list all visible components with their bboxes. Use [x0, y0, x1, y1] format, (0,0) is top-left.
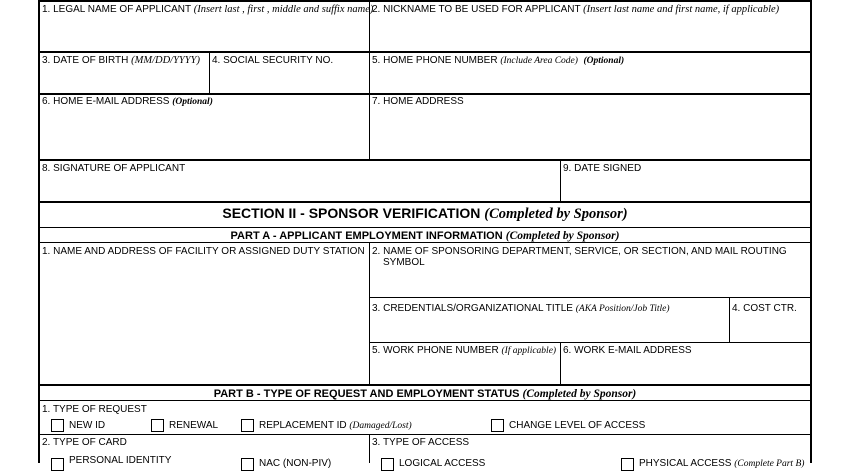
- field-work-email-label: 6. WORK E-MAIL ADDRESS: [563, 345, 692, 356]
- field-dob-label: 3. DATE OF BIRTH (MM/DD/YYYY): [42, 55, 200, 66]
- field-card-type-label: 2. TYPE OF CARD: [42, 437, 127, 448]
- divider: [369, 242, 370, 385]
- row-divider: [369, 297, 812, 298]
- row-divider: [38, 434, 812, 435]
- divider: [209, 53, 210, 94]
- field-home-address-label: 7. HOME ADDRESS: [372, 96, 464, 107]
- field-date-signed-label: 9. DATE SIGNED: [563, 163, 642, 174]
- field-sponsoring-dept-label: 2. NAME OF SPONSORING DEPARTMENT, SERVICE, OR SECTION, AND MAIL ROUTING SYMBOL: [372, 246, 787, 268]
- field-request-type-label: 1. TYPE OF REQUEST: [42, 404, 147, 415]
- logical-access-checkbox[interactable]: [381, 458, 394, 471]
- field-credentials-label: 3. CREDENTIALS/ORGANIZATIONAL TITLE (AKA Position/Job Title): [372, 303, 670, 314]
- piv-card-label: PERSONAL IDENTITY: [69, 455, 172, 466]
- field-ssn-label: 4. SOCIAL SECURITY NO.: [212, 55, 334, 66]
- physical-access-label: PHYSICAL ACCESS (Complete Part B): [639, 458, 805, 469]
- field-work-phone-label: 5. WORK PHONE NUMBER (If applicable): [372, 345, 557, 356]
- change-level-label: CHANGE LEVEL OF ACCESS: [509, 420, 646, 431]
- field-access-type-label: 3. TYPE OF ACCESS: [372, 437, 470, 448]
- row-divider: [38, 159, 812, 161]
- divider: [560, 342, 561, 385]
- field-home-email-label: 6. HOME E-MAIL ADDRESS (Optional): [42, 96, 213, 107]
- renewal-checkbox[interactable]: [151, 419, 164, 432]
- row-divider: [38, 400, 812, 401]
- divider: [560, 161, 561, 202]
- form-top-border: [38, 0, 812, 2]
- nac-card-label: NAC (NON-PIV): [259, 458, 332, 469]
- row-divider: [369, 342, 812, 343]
- section-ii-title: SECTION II - SPONSOR VERIFICATION (Completed by Sponsor): [222, 205, 628, 222]
- divider: [369, 95, 370, 160]
- divider: [369, 434, 370, 463]
- renewal-label: RENEWAL: [169, 420, 219, 431]
- row-divider: [38, 227, 812, 228]
- piv-card-checkbox[interactable]: [51, 458, 64, 471]
- field-home-phone-label: 5. HOME PHONE NUMBER (Include Area Code) (Optional): [372, 55, 625, 66]
- row-divider: [38, 93, 812, 95]
- part-b-title: PART B - TYPE OF REQUEST AND EMPLOYMENT STATUS (Completed by Sponsor): [213, 388, 637, 400]
- field-legal-name-label: 1. LEGAL NAME OF APPLICANT (Insert last , first , middle and suffix name): [42, 4, 374, 15]
- row-divider: [38, 384, 812, 386]
- replacement-id-checkbox[interactable]: [241, 419, 254, 432]
- physical-access-checkbox[interactable]: [621, 458, 634, 471]
- divider: [729, 297, 730, 343]
- new-id-label: NEW ID: [69, 420, 106, 431]
- row-divider: [38, 242, 812, 243]
- replacement-id-label: REPLACEMENT ID (Damaged/Lost): [259, 420, 412, 431]
- divider: [369, 53, 370, 94]
- field-signature-label: 8. SIGNATURE OF APPLICANT: [42, 163, 186, 174]
- field-nickname-label: 2. NICKNAME TO BE USED FOR APPLICANT (Insert last name and first name, if applicable): [372, 4, 780, 15]
- row-divider: [38, 51, 812, 53]
- nac-card-checkbox[interactable]: [241, 458, 254, 471]
- row-divider: [38, 201, 812, 203]
- field-facility-label: 1. NAME AND ADDRESS OF FACILITY OR ASSIGNED DUTY STATION: [42, 246, 365, 257]
- new-id-checkbox[interactable]: [51, 419, 64, 432]
- field-cost-center-label: 4. COST CTR.: [732, 303, 797, 314]
- logical-access-label: LOGICAL ACCESS: [399, 458, 486, 469]
- part-a-title: PART A - APPLICANT EMPLOYMENT INFORMATION (Completed by Sponsor): [230, 230, 620, 242]
- change-level-checkbox[interactable]: [491, 419, 504, 432]
